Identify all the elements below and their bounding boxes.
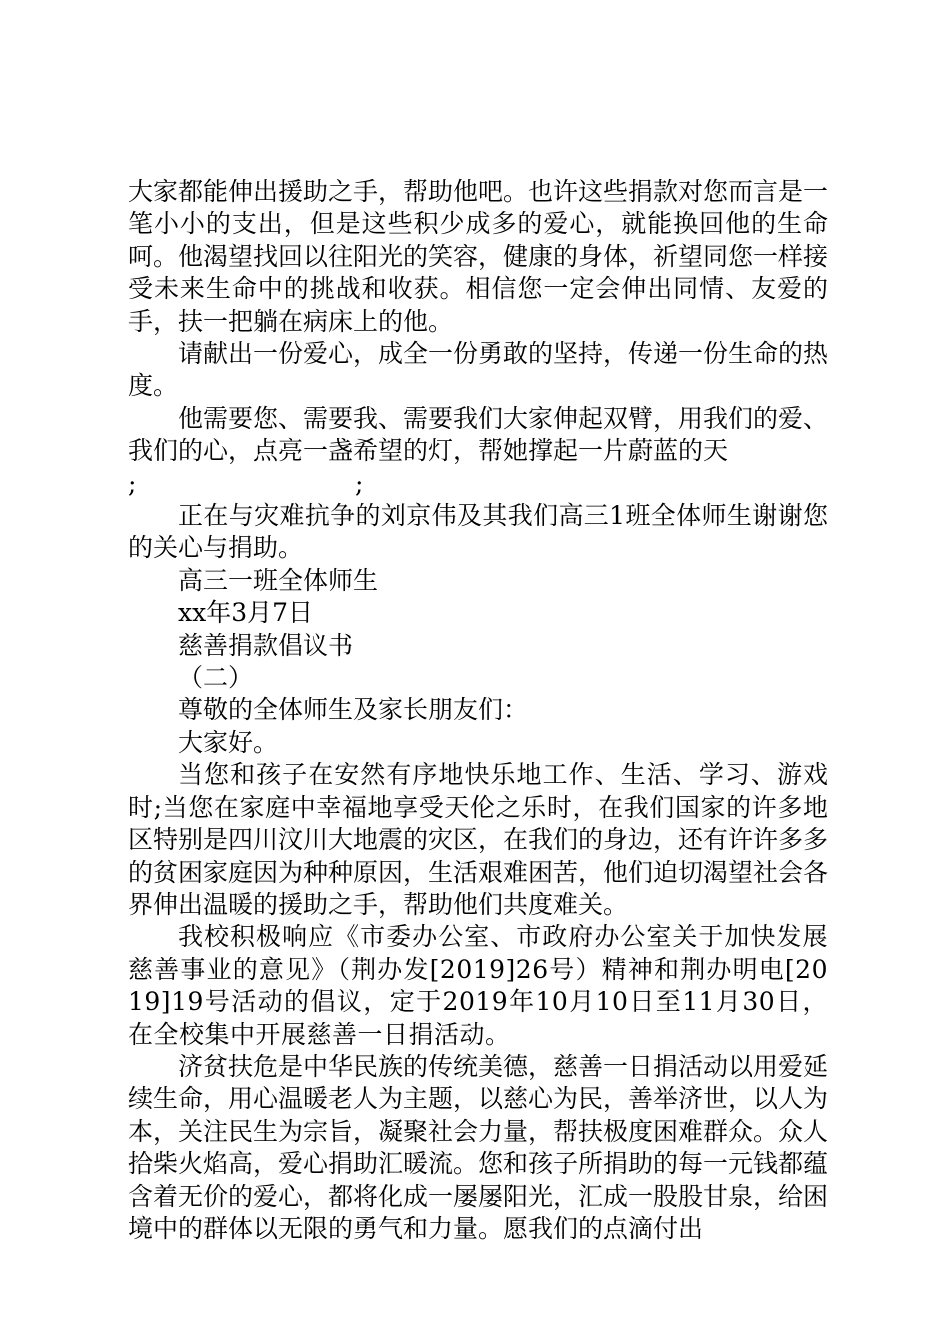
- semicolon-line: [128, 468, 828, 500]
- section-title: 慈善捐款倡议书: [178, 630, 354, 660]
- paragraph-appeal-help: 大家都能伸出援助之手，帮助他吧。也许这些捐款对您而言是一笔小小的支出，但是这些积少成多的爱心，就能换回他的生命呵。他渴望找回以往阳光的笑容，健康的身体，祈望同您一样接受未来生命中的挑战和收获。相信您一定会伸出同情、友爱的手，扶一把躺在病床上的他。: [128, 177, 829, 336]
- document-page: [128, 176, 828, 1245]
- greeting: 大家好。: [178, 727, 279, 757]
- signature: 高三一班全体师生: [178, 565, 379, 595]
- semicolon-right: ;: [355, 468, 364, 498]
- paragraph-school-response: 我校积极响应《市委办公室、市政府办公室关于加快发展慈善事业的意见》（荆办发[2019]26号）精神和荆办明电[2019]19号活动的倡议，定于2019年10月10日至11月30日，在全校集中开展慈善一日捐活动。: [128, 922, 828, 1049]
- paragraph-thanks: 正在与灾难抗争的刘京伟及其我们高三1班全体师生谢谢您的关心与捐助。: [128, 501, 828, 563]
- section-number: （二）: [178, 663, 254, 693]
- paragraph-when-you: 当您和孩子在安然有序地快乐地工作、生活、学习、游戏时;当您在家庭中幸福地享受天伦之乐时，在我们国家的许多地区特别是四川汶川大地震的灾区，在我们的身边，还有许许多多的贫困家庭因为种种原因，生活艰难困苦，他们迫切渴望社会各界伸出温暖的援助之手，帮助他们共度难关。: [128, 760, 829, 919]
- semicolon-left: ;: [128, 468, 137, 498]
- salutation: 尊敬的全体师生及家长朋友们：: [178, 695, 529, 725]
- date: xx年3月7日: [178, 598, 314, 628]
- paragraph-tradition: 济贫扶危是中华民族的传统美德，慈善一日捐活动以用爱延续生命，用心温暖老人为主题，以慈心为民，善举济世，以人为本，关注民生为宗旨，凝聚社会力量，帮扶极度困难群众。众人拾柴火焰高，爱心捐助汇暖流。您和孩子所捐助的每一元钱都蕴含着无价的爱心，都将化成一屡屡阳光，汇成一股股甘泉，给困境中的群体以无限的勇气和力量。愿我们的点滴付出: [128, 1051, 829, 1243]
- paragraph-need-you: 他需要您、需要我、需要我们大家伸起双臂，用我们的爱、我们的心，点亮一盏希望的灯，帮她撑起一片蔚蓝的天: [128, 403, 829, 466]
- paragraph-offer-love: 请献出一份爱心，成全一份勇敢的坚持，传递一份生命的热度。: [128, 339, 829, 401]
